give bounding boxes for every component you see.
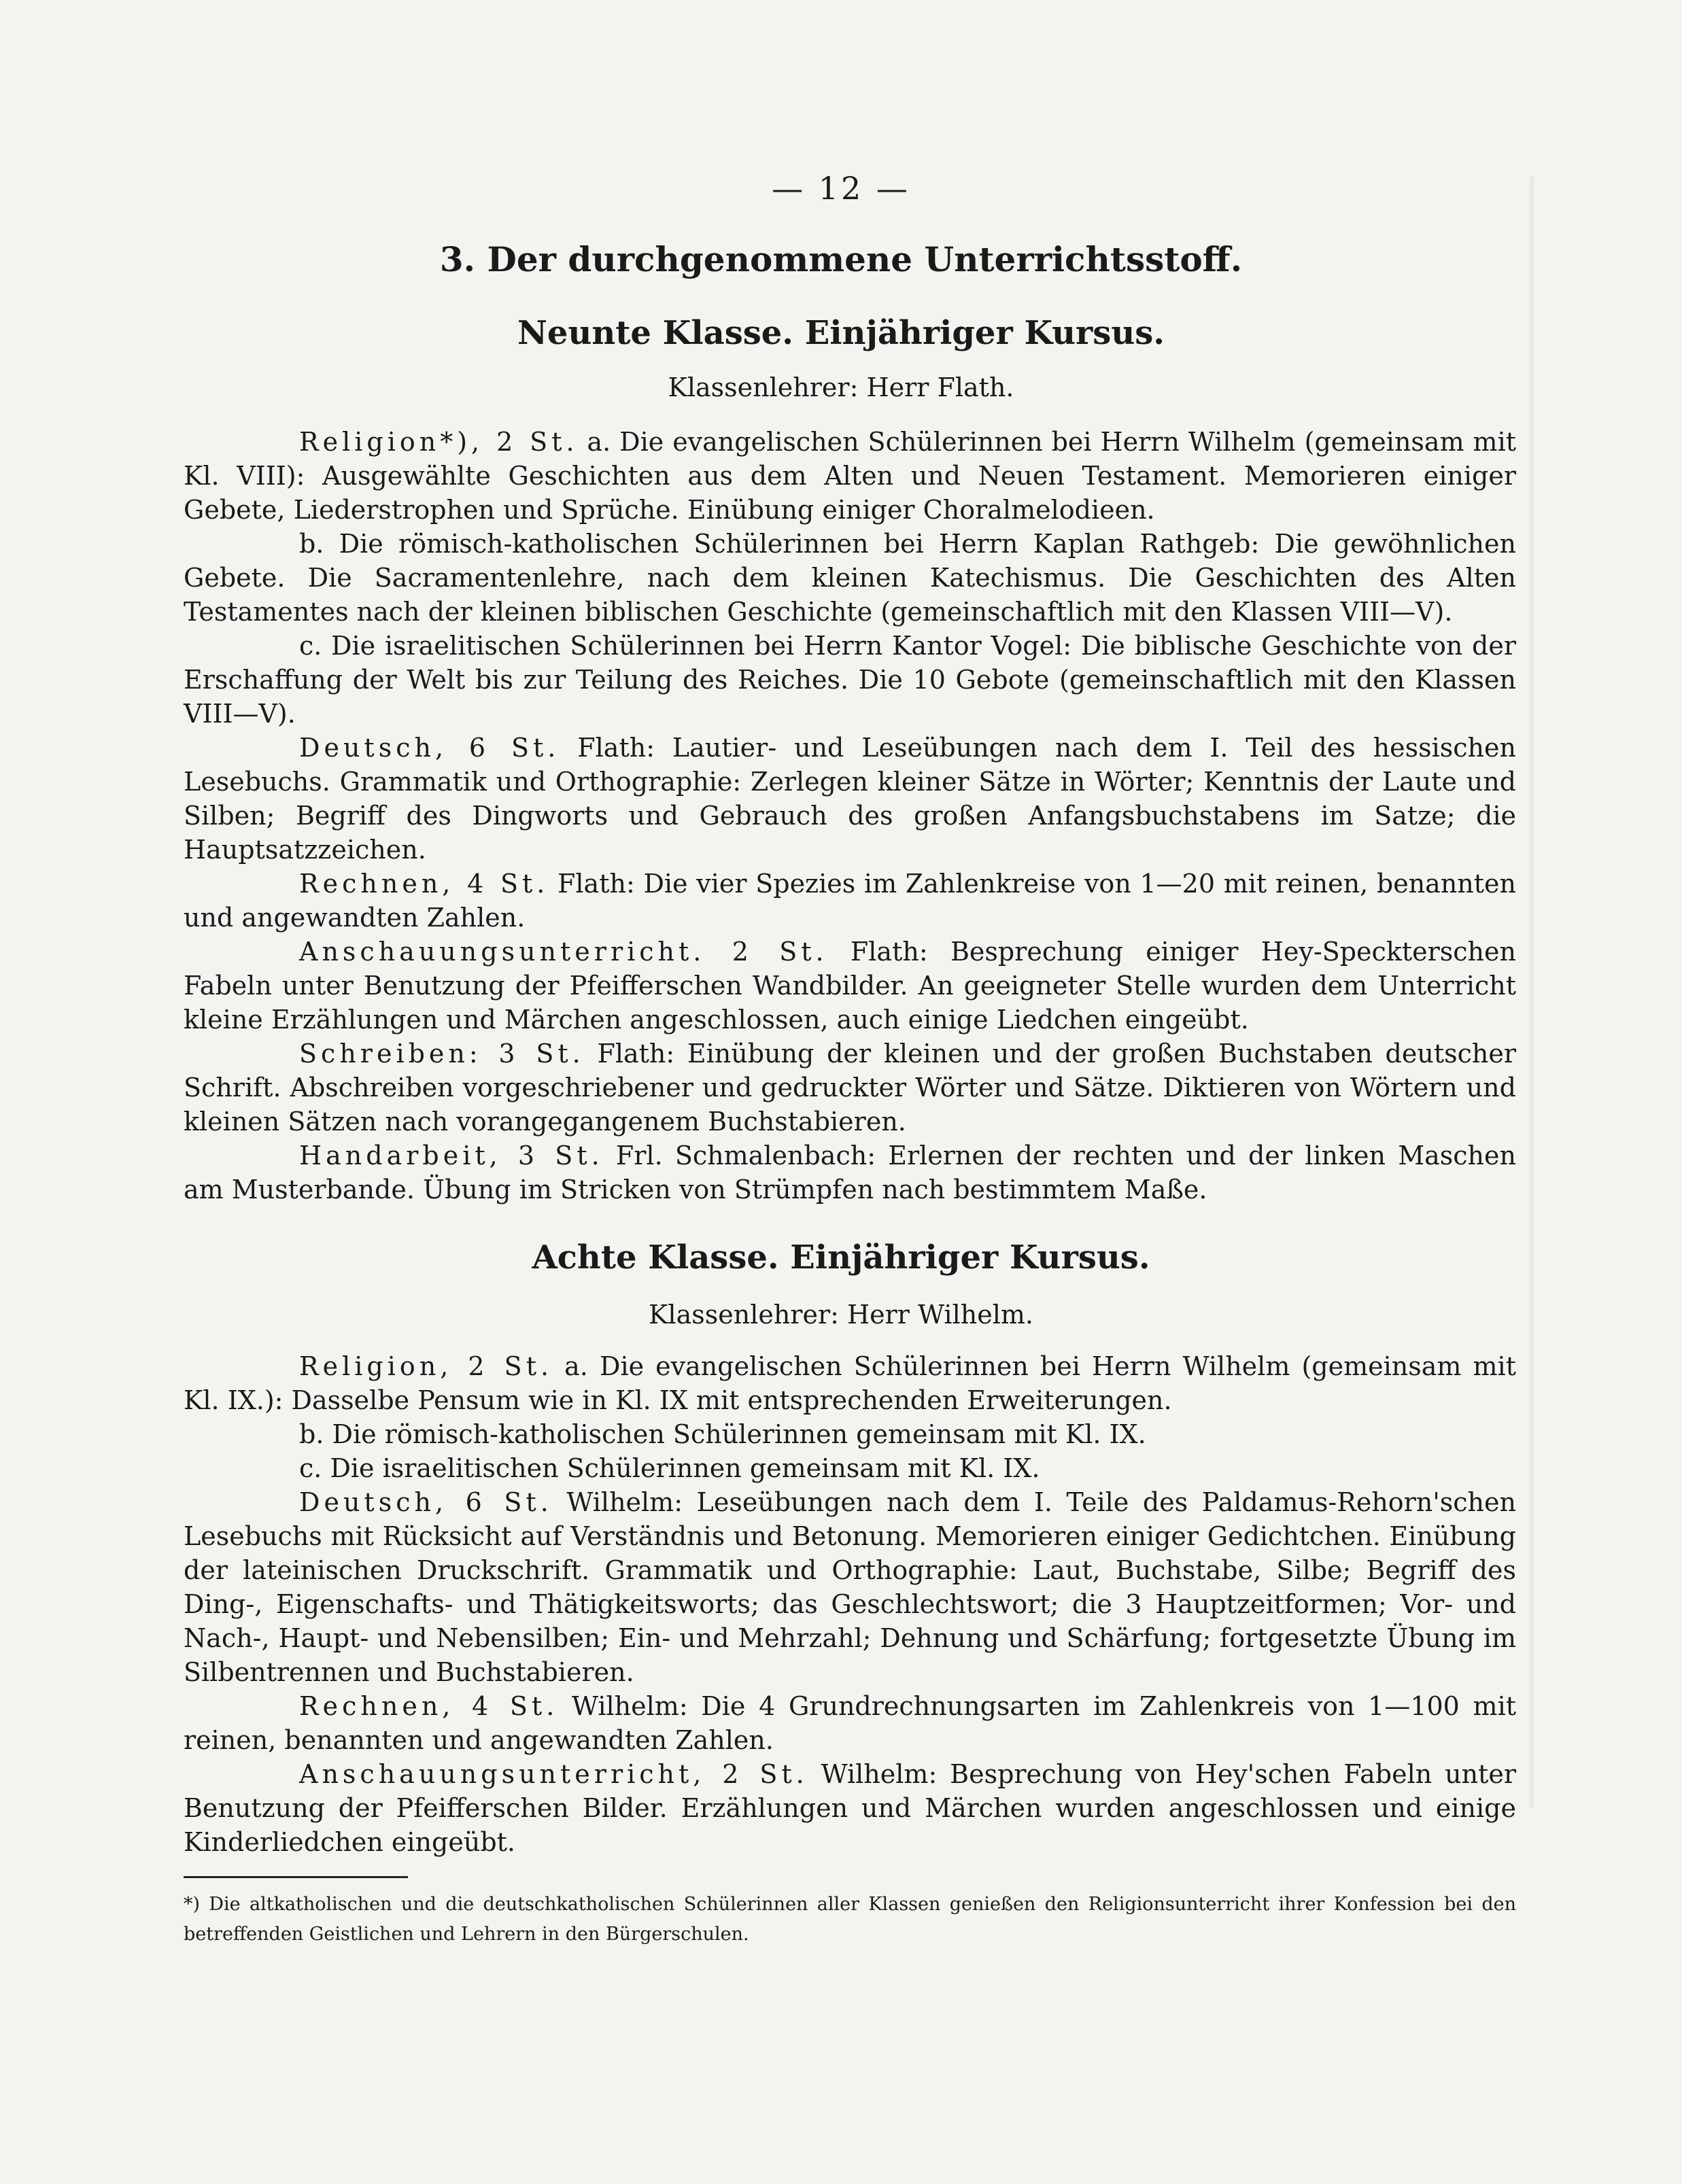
paragraph xyxy=(184,1037,1516,1139)
paragraph-text: Flath: Besprechung einiger Hey-Speckterschen Fabeln unter Benutzung der Pfeifferschen Wandbilder. An geeigneter Stelle wurden dem Unterricht kleine Erzählungen und Märchen angeschlossen, auch einige Liedchen eingeübt. xyxy=(184,937,1516,1035)
paragraph-text: a. Die evangelischen Schülerinnen bei Herrn Wilhelm (gemeinsam mit Kl. IX.): Dasselbe Pensum wie in Kl. IX mit entsprechenden Erweiterungen. xyxy=(184,1351,1516,1415)
paragraph xyxy=(184,425,1516,527)
paragraph-text: Wilhelm: Leseübungen nach dem I. Teile des Paldamus-Rehorn'schen Lesebuchs mit Rücksicht auf Verständnis und Betonung. Memorieren einiger Gedichtchen. Einübung der lateinischen Druckschrift. Grammatik und Orthographie: Laut, Buchstabe, Silbe; Begriff des Ding-, Eigenschafts- und Thätigkeitsworts; das Geschlechtswort; die 3 Hauptzeitformen; Vor- und Nach-, Haupt- und Nebensilben; Ein- und Mehrzahl; Dehnung und Schärfung; fortgesetzte Übung im Silbentrennen und Buchstabieren. xyxy=(184,1487,1516,1687)
subject-lead: Schreiben: 3 St. xyxy=(299,1039,585,1069)
subject-lead: Anschauungsunterricht, 2 St. xyxy=(299,1759,808,1789)
subject-lead: Deutsch, 6 St. xyxy=(299,1487,553,1517)
paragraph xyxy=(184,1689,1516,1757)
paragraph xyxy=(184,867,1516,935)
subject-lead: Religion, 2 St. xyxy=(299,1351,553,1381)
subject-lead: Religion*), 2 St. xyxy=(299,427,579,457)
paragraph-text: c. Die israelitischen Schülerinnen bei Herrn Kantor Vogel: Die biblische Geschichte von der Erschaffung der Welt bis zur Teilung des Reiches. Die 10 Gebote (gemeinschaftlich mit den Klassen VIII—V). xyxy=(184,631,1516,729)
class-eighth-body xyxy=(184,1349,1516,1859)
paragraph xyxy=(184,935,1516,1037)
section-heading: 3. Der durchgenommene Unterrichtsstoff. xyxy=(439,239,1243,279)
paragraph-text: Flath: Lautier- und Leseübungen nach dem I. Teil des hessischen Lesebuchs. Grammatik und Orthographie: Zerlegen kleiner Sätze in Wörter; Kenntnis der Laute und Silben; Begriff des Dingworts und Gebrauch des großen Anfangsbuchstabens im Satze; die Hauptsatzzeichen. xyxy=(184,733,1516,865)
class-heading-ninth: Neunte Klasse. Einjähriger Kursus. xyxy=(517,314,1165,352)
paragraph-text: b. Die römisch-katholischen Schülerinnen bei Herrn Kaplan Rathgeb: Die gewöhnlichen Gebete. Die Sacramentenlehre, nach dem kleinen Katechismus. Die Geschichten des Alten Testamentes nach der kleinen biblischen Geschichte (gemeinschaftlich mit den Klassen VIII—V). xyxy=(184,529,1516,627)
class-teacher-eighth: Klassenlehrer: Herr Wilhelm. xyxy=(649,1300,1033,1330)
paragraph-text: c. Die israelitischen Schülerinnen gemeinsam mit Kl. IX. xyxy=(299,1453,1040,1483)
paragraph xyxy=(184,731,1516,867)
paragraph xyxy=(184,527,1516,629)
class-heading-eighth: Achte Klasse. Einjähriger Kursus. xyxy=(532,1238,1150,1277)
footnote-rule xyxy=(184,1876,408,1878)
subject-lead: Handarbeit, 3 St. xyxy=(299,1141,604,1171)
paragraph-text: a. Die evangelischen Schülerinnen bei Herrn Wilhelm (gemeinsam mit Kl. VIII): Ausgewählte Geschichten aus dem Alten und Neuen Testament. Memorieren einiger Gebete, Liederstrophen und Sprüche. Einübung einiger Choralmelodieen. xyxy=(184,427,1516,525)
paragraph-text: b. Die römisch-katholischen Schülerinnen gemeinsam mit Kl. IX. xyxy=(299,1419,1146,1449)
class-teacher-ninth: Klassenlehrer: Herr Flath. xyxy=(668,372,1014,402)
subject-lead: Anschauungsunterricht. 2 St. xyxy=(299,937,828,967)
paragraph-text: Wilhelm: Besprechung von Hey'schen Fabeln unter Benutzung der Pfeifferschen Bilder. Erzählungen und Märchen wurden angeschlossen und einige Kinderliedchen eingeübt. xyxy=(184,1759,1516,1857)
subject-lead: Rechnen, 4 St. xyxy=(299,1691,559,1721)
paragraph xyxy=(184,629,1516,731)
paragraph xyxy=(184,1757,1516,1859)
paragraph xyxy=(184,1139,1516,1207)
class-ninth-body xyxy=(184,425,1516,1207)
subject-lead: Deutsch, 6 St. xyxy=(299,733,560,763)
paragraph xyxy=(184,1485,1516,1689)
subject-lead: Rechnen, 4 St. xyxy=(299,869,549,899)
paragraph xyxy=(184,1349,1516,1417)
paragraph-text: Frl. Schmalenbach: Erlernen der rechten und der linken Maschen am Musterbande. Übung im Stricken von Strümpfen nach bestimmtem Maße. xyxy=(184,1141,1516,1204)
footnote: *) Die altkatholischen und die deutschkatholischen Schülerinnen aller Klassen genießen den Religionsunterricht ihrer Konfession bei den betreffenden Geistlichen und Lehrern in den Bürgerschulen. xyxy=(184,1894,1516,1945)
paragraph xyxy=(184,1451,1516,1485)
paragraph-text: Flath: Einübung der kleinen und der großen Buchstaben deutscher Schrift. Abschreiben vorgeschriebener und gedruckter Wörter und Sätze. Diktieren von Wörtern und kleinen Sätzen nach vorangegangenem Buchstabieren. xyxy=(184,1039,1517,1137)
paragraph-text: Wilhelm: Die 4 Grundrechnungsarten im Zahlenkreis von 1—100 mit reinen, benannten und angewandten Zahlen. xyxy=(184,1691,1516,1755)
paragraph-text: Flath: Die vier Spezies im Zahlenkreise von 1—20 mit reinen, benannten und angewandten Zahlen. xyxy=(184,869,1517,933)
paragraph xyxy=(184,1417,1516,1451)
page-number: — 12 — xyxy=(772,170,910,207)
